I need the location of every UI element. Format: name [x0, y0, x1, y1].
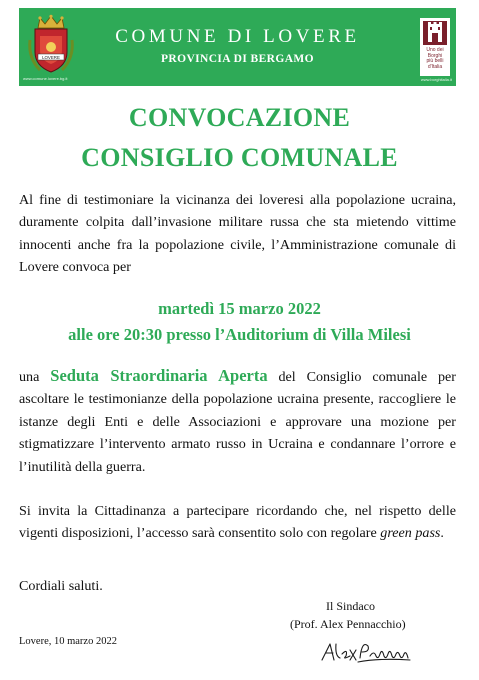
closing-greeting: Cordiali saluti. [19, 578, 103, 594]
intro-paragraph: Al fine di testimoniare la vicinanza dei loveresi alla popolazione ucraina, duramente colpita dall’invasione militare russa che sta mietendo vittime innocenti anche fra la popolazione civile, l’Amministrazione comunale di Lovere convoca per [19, 192, 456, 276]
crest-banner-text: LOVERE [42, 54, 60, 60]
session-paragraph [19, 365, 456, 478]
heading-line-2: CONSIGLIO COMUNALE [81, 143, 398, 172]
castle-tower-icon [420, 18, 450, 48]
signature-name: (Prof. Alex Pennacchio) [290, 617, 406, 631]
signature-role: Il Sindaco [326, 599, 375, 613]
invite-end: . [440, 525, 444, 542]
session-prefix: una [19, 369, 40, 385]
handwritten-signature-icon [318, 636, 414, 666]
borghi-line: d'Italia [427, 63, 443, 70]
invite-text: Si invita la Cittadinanza a partecipare ricordando che, nel rispetto delle vigenti disposizioni, l’accesso sarà consentito solo con regolare [19, 503, 456, 542]
crest-url: www.comune.lovere.bg.it [23, 76, 68, 81]
header-banner [19, 8, 456, 86]
place-date: Lovere, 10 marzo 2022 [19, 636, 117, 647]
borghi-url: www.borghitalia.it [420, 77, 452, 82]
borghi-line: Borghi [427, 52, 443, 59]
borghi-badge-text [421, 48, 449, 70]
page-title: COMUNE DI LOVERE [115, 26, 360, 47]
invite-paragraph [19, 500, 456, 545]
green-pass-text: green pass [380, 525, 441, 542]
borghi-line: più belli [426, 58, 444, 65]
session-highlight: Seduta Straordinaria Aperta [50, 366, 268, 385]
borghi-line: Uno dei [426, 47, 444, 53]
borghi-badge [420, 18, 450, 76]
heading-line-1: CONVOCAZIONE [128, 103, 351, 132]
meeting-date: martedì 15 marzo 2022 [158, 299, 321, 318]
meeting-time-place: alle ore 20:30 presso l’Auditorium di Villa Milesi [68, 325, 411, 344]
page-subtitle: PROVINCIA DI BERGAMO [160, 53, 315, 65]
session-text: del Consiglio comunale per ascoltare le testimonianze della popolazione ucraina presente, raccogliere le istanze degli Enti e delle Associazioni e approvare una mozione per stigmatizzare l’intervento armato russo in Ucraina e condannare l’orrore e l’inutilità della guerra. [19, 369, 457, 475]
